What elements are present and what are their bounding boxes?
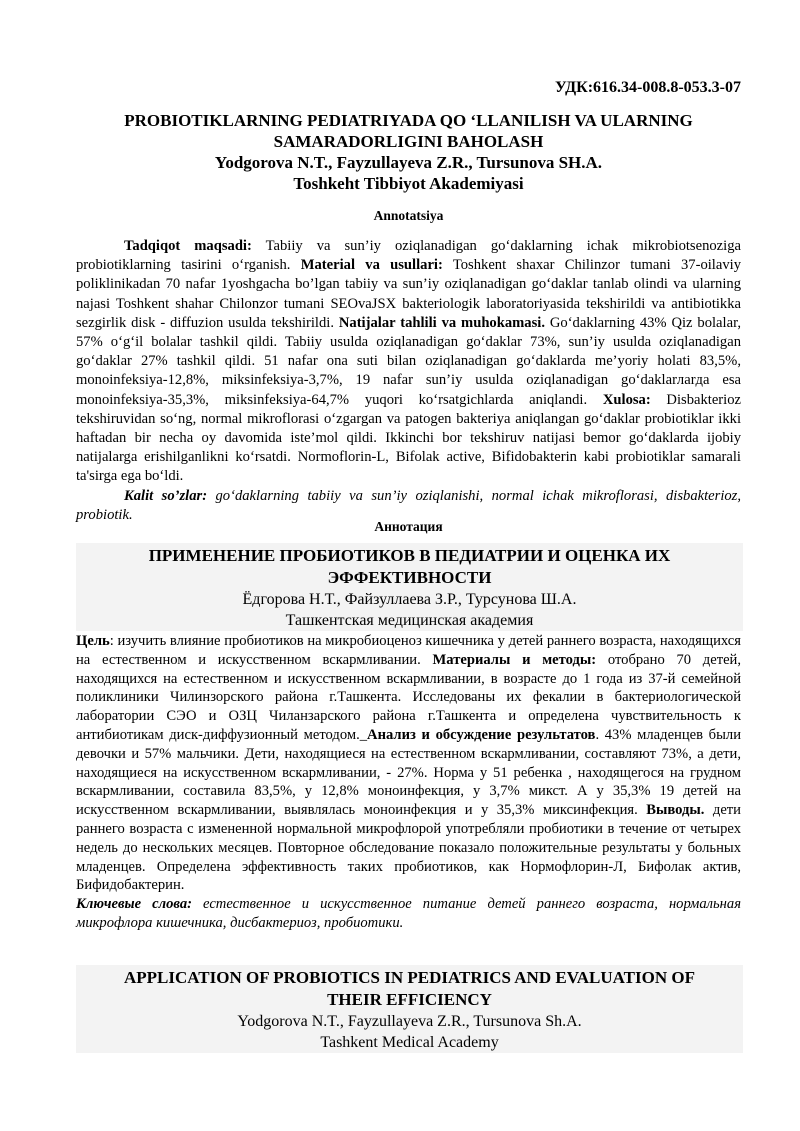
udk-code: УДК:616.34-008.8-053.3-07 xyxy=(554,79,741,96)
uz-title-line2: SAMARADORLIGINI BAHOLASH xyxy=(273,132,544,151)
en-title xyxy=(76,965,743,1011)
ru-keywords-text: естественное и искусственное питание детей раннего возраста, нормальная микрофлора кишечника, дисбактериоз, пробиотики. xyxy=(76,896,741,931)
ru-keywords xyxy=(76,895,741,933)
ru-title xyxy=(76,543,743,589)
uz-methods-text: Toshkent shaxar Chilinzor tumani 37-oilaviy poliklinikadan 70 nafar 1yoshgacha bo’lgan tabiiy va sun’iy oziqlanadigan go‘daklar tanlab olindi va ularning najasi Toshkent shahar Chilonzor tumani SEOvaJSX bakteriologik laboratoriyasida tekshirildi va antibiotikka sezgirlik disk - diffuzion usulda tekshirildi. xyxy=(76,257,741,331)
ru-conclusion-text: дети раннего возраста с измененной нормальной микрофлорой употребляли пробиотики в течение от четырех недель до нескольких месяцев. Повторное обследование показало положительные результаты у больных младенцев. Определена эффективность таких пробиотиков, как Нормофлорин-Л, Бифолак актив, Бифидобактерин. xyxy=(76,802,741,894)
uz-methods-label: Material va usullari: xyxy=(300,257,443,274)
en-authors: Yodgorova N.T., Fayzullayeva Z.R., Tursunova Sh.A. xyxy=(237,1013,582,1030)
uz-keywords-text: go‘daklarning tabiiy va sun’iy oziqlanishi, normal ichak mikroflorasi, disbakterioz, probiotik. xyxy=(76,487,741,523)
ru-abstract-body xyxy=(76,632,741,895)
uz-abstract xyxy=(76,237,741,525)
uz-title-line1: PROBIOTIKLARNING PEDIATRIYADA QO ‘LLANILISH VA ULARNING xyxy=(124,111,693,130)
ru-methods-label: Материалы и методы: xyxy=(432,651,597,668)
ru-results-label: Анализ и обсуждение результатов xyxy=(367,726,596,743)
ru-header xyxy=(76,543,743,631)
en-header xyxy=(76,965,743,1053)
uz-results-label: Natijalar tahlili va muhokamasi. xyxy=(338,314,545,331)
ru-abstract xyxy=(76,632,741,933)
ru-results-text: . 43% младенцев были девочки и 57% мальчики. Дети, находящиеся на естественном вскармливании, составляют 73%, а дети, находящиеся на искусственном вскармливании, - 27%. Норма у 51 ребенка , находящегося на грудном вскармливании, составила 83,5%, у 12,8% моноинфекция, у 3,7% микст. А у 35,3% 19 детей на искусственном вскармливании, выявлялась моноинфекция и у 35,3% миксинфекция. xyxy=(76,726,741,819)
uz-conclusion-text: Disbakterioz tekshiruvidan so‘ng, normal mikroflorasi o‘zgargan va patogen bakteriya aniqlangan go‘daklar probiotiklar ikki haftadan bir necha oy davomida iste’mol qildi. Ikkinchi bor tekshiruv natijasi bemor go‘daklarda ijobiy natijalarga erishilganlikni ko‘rsatdi. Normoflorin-L, Bifolak active, Bifidobakterin kabi probiotiklar samarali ta'sirga ega bo‘ldi. xyxy=(76,391,741,485)
ru-title-line2: ЭФФЕКТИВНОСТИ xyxy=(327,568,492,587)
uz-abstract-body xyxy=(76,237,741,487)
ru-methods-text: отобрано 70 детей, находящихся на естественном и искусственном вскармливании, в возрасте до 1 года из 37-й семейной поликлиники Чилинзорского района г.Ташкента. Исследованы их фекалии в бактериологической лаборатории СЭО и ОЗЦ Чиланзарского района г.Ташкента и определена чувствительность к антибиотикам диск-диффузионный методом._ xyxy=(76,651,742,743)
en-title-line1: APPLICATION OF PROBIOTICS IN PEDIATRICS AND EVALUATION OF xyxy=(124,968,695,987)
uz-institution: Toshkeht Tibbiyot Akademiyasi xyxy=(293,174,524,193)
ru-annotation-heading: Аннотация xyxy=(374,519,443,534)
ru-conclusion-label: Выводы. xyxy=(646,802,705,819)
uz-header xyxy=(76,110,741,194)
uz-keywords-label: Kalit so’zlar: xyxy=(124,487,208,504)
ru-aim-label: Цель xyxy=(76,633,110,649)
ru-institution: Ташкентская медицинская академия xyxy=(285,612,534,629)
uz-aim-text: Tabiiy va sun’iy oziqlanadigan go‘daklarning ichak mikrobiotsenoziga probiotiklarning tasirini o‘rganish. xyxy=(76,238,741,274)
en-title-line2: THEIR EFFICIENCY xyxy=(327,990,492,1009)
ru-keywords-label: Ключевые слова: xyxy=(76,896,192,913)
uz-conclusion-label: Xulosa: xyxy=(602,391,651,408)
ru-aim-text: : изучить влияние пробиотиков на микробиоценоз кишечника у детей раннего возраста, находящихся на естественном и искусственном вскармливании. xyxy=(76,633,741,668)
uz-results-text: Go‘daklarning 43% Qiz bolalar, 57% o‘g‘il bolalar tashkil qildi. Tabiiy usulda oziqlanadigan go‘daklar 73%, sun’iy usulda oziqlanadigan go‘daklar 27% tashkil qildi. 51 nafar ona suti bilan oziqlanadigan go‘daklarda me’yoriy holati 83,5%, monoinfeksiya-12,8%, miksinfeksiya-3,7%, 19 nafar sun’iy usulda oziqlanadigan go‘daklarлarда esa monoinfeksiya-35,3%, miksinfeksiya-64,7% yuqori ko‘rsatgichlarda aniqlandi. xyxy=(76,314,741,408)
uz-annotation-heading: Annotatsiya xyxy=(373,208,444,223)
en-institution: Tashkent Medical Academy xyxy=(320,1034,499,1051)
uz-authors: Yodgorova N.T., Fayzullayeva Z.R., Tursunova SH.A. xyxy=(214,153,603,172)
uz-aim-label: Tadqiqot maqsadi: xyxy=(124,238,252,254)
ru-title-line1: ПРИМЕНЕНИЕ ПРОБИОТИКОВ В ПЕДИАТРИИ И ОЦЕНКА ИХ xyxy=(148,546,671,565)
ru-authors: Ёдгорова Н.Т., Файзуллаева З.Р., Турсунова Ш.А. xyxy=(242,591,577,608)
